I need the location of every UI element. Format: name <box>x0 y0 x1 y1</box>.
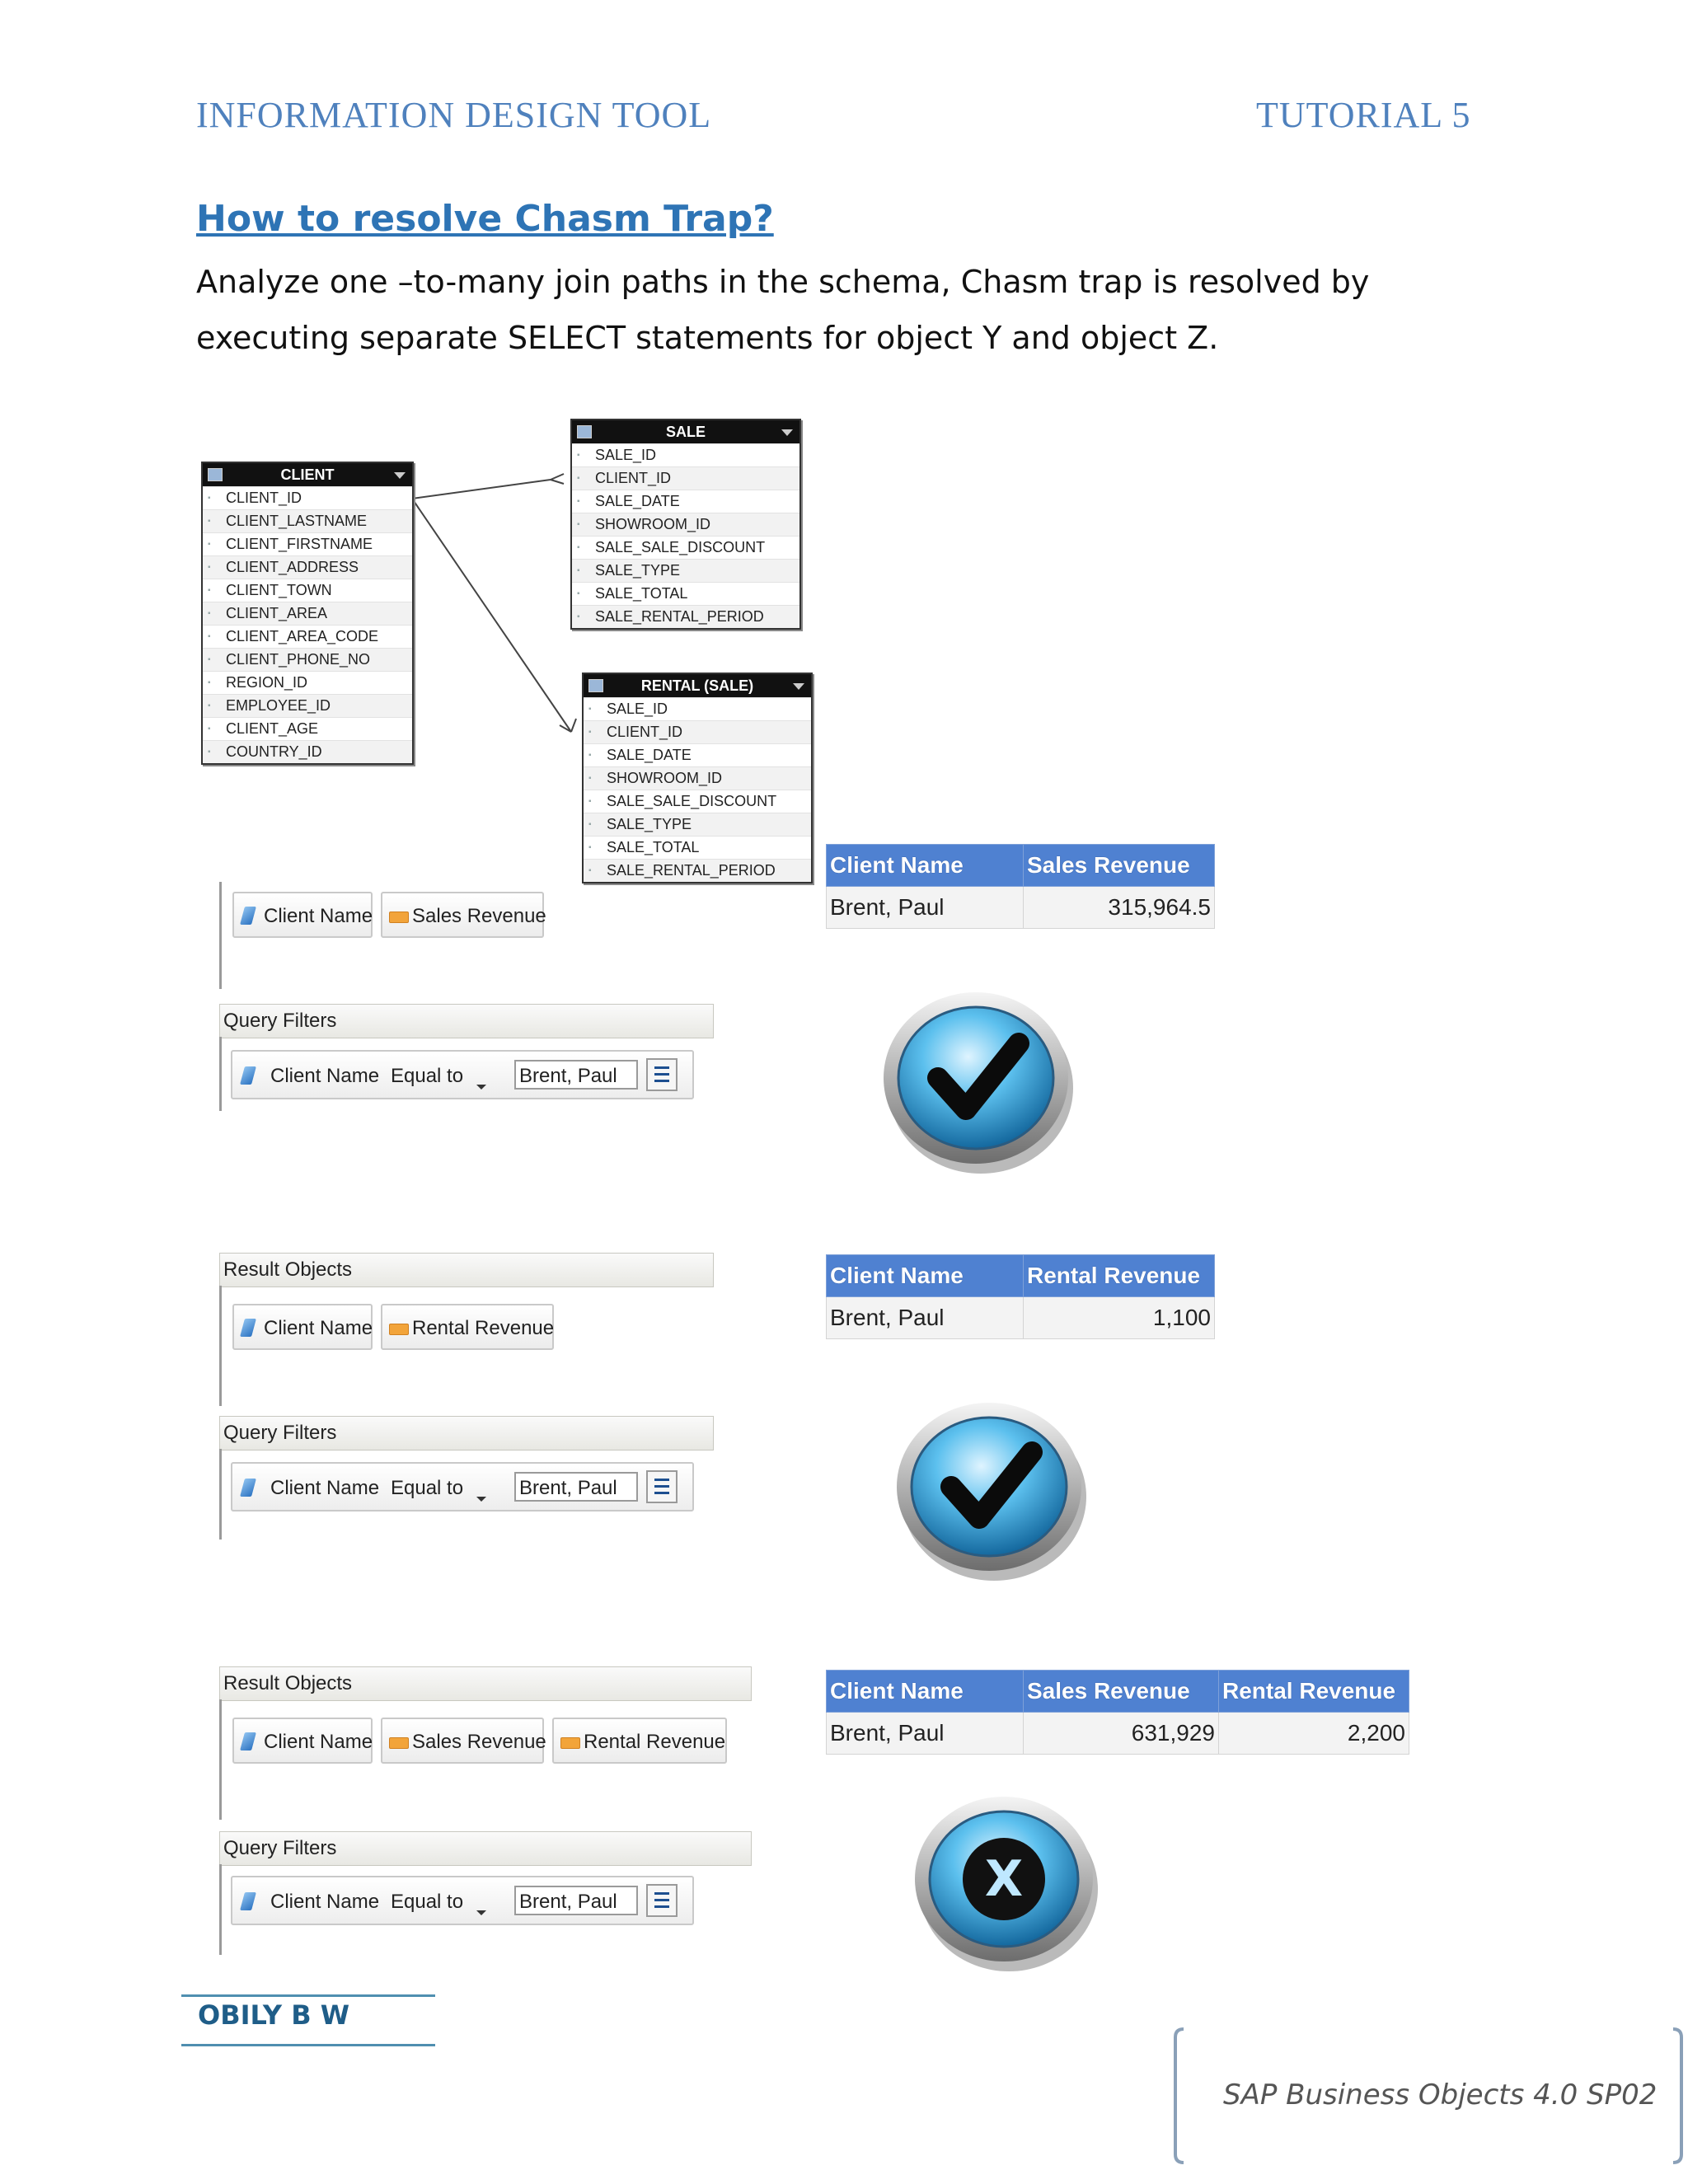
column-type-icon: ▪ <box>208 678 211 687</box>
column-type-icon: ▪ <box>208 724 211 733</box>
column-type-icon: ▪ <box>208 494 211 503</box>
column-name: CLIENT_PHONE_NO <box>226 651 371 668</box>
column-type-icon: ▪ <box>208 540 211 549</box>
table-column-row[interactable] <box>572 490 799 513</box>
panel-border <box>219 1449 222 1540</box>
sale-table-title: SALE <box>665 424 706 440</box>
column-name: SALE_RENTAL_PERIOD <box>595 608 764 625</box>
sale-table-header <box>572 420 799 443</box>
filter-value-input[interactable]: Brent, Paul <box>514 1886 638 1915</box>
table-column-row[interactable] <box>203 555 412 579</box>
header-title: INFORMATION DESIGN TOOL <box>196 95 712 135</box>
header-tutorial: TUTORIAL 5 <box>1256 95 1471 135</box>
table-column-row[interactable] <box>203 579 412 602</box>
join-client-rental <box>412 499 571 732</box>
table-cell: 1,100 <box>1024 1297 1215 1339</box>
column-type-icon: ▪ <box>208 748 211 757</box>
column-type-icon: ▪ <box>588 728 592 737</box>
column-type-icon: ▪ <box>588 705 592 714</box>
table-cell: Brent, Paul <box>827 1713 1024 1755</box>
table-column-row[interactable] <box>203 532 412 555</box>
filter-operator[interactable]: Equal to <box>391 1065 464 1087</box>
filter-value-input[interactable]: Brent, Paul <box>514 1472 638 1502</box>
table-icon <box>208 468 223 481</box>
table-column-row[interactable] <box>572 582 799 605</box>
filter-object: Client Name <box>270 1065 380 1087</box>
column-name: REGION_ID <box>226 674 308 691</box>
table-column-row[interactable] <box>203 740 412 763</box>
table-cell: 631,929 <box>1024 1713 1219 1755</box>
column-type-icon: ▪ <box>208 517 211 526</box>
table-column-row[interactable] <box>572 513 799 536</box>
result-object-rental-revenue[interactable]: Rental Revenue <box>381 1304 554 1350</box>
column-type-icon: ▪ <box>577 543 580 552</box>
column-type-icon: ▪ <box>208 586 211 595</box>
column-header: Client Name <box>827 845 1024 887</box>
table-column-row[interactable] <box>572 466 799 490</box>
client-table-header <box>203 463 412 486</box>
filter-operator[interactable]: Equal to <box>391 1477 464 1499</box>
chevron-down-icon[interactable] <box>476 1910 486 1915</box>
column-type-icon: ▪ <box>208 655 211 664</box>
column-name: COUNTRY_ID <box>226 743 322 760</box>
column-name: CLIENT_AGE <box>226 720 319 737</box>
result-objects-bar: Result Objects <box>219 1253 714 1287</box>
column-name: CLIENT_AREA <box>226 605 328 621</box>
table-column-row[interactable] <box>584 813 811 836</box>
table-column-row[interactable] <box>203 486 412 509</box>
table-column-row[interactable] <box>584 720 811 743</box>
column-name: SALE_DATE <box>595 493 680 509</box>
table-column-row[interactable] <box>584 766 811 790</box>
join-crowfoot-rental <box>560 719 576 732</box>
panel-border <box>219 1864 222 1955</box>
table-column-row[interactable] <box>572 559 799 582</box>
client-table-title: CLIENT <box>280 466 335 483</box>
chevron-down-icon[interactable] <box>781 429 793 436</box>
column-name: SHOWROOM_ID <box>595 516 711 532</box>
panel-border <box>219 882 222 989</box>
result-object-client-name[interactable]: Client Name <box>232 1304 373 1350</box>
table-column-row[interactable] <box>203 648 412 671</box>
list-values-icon[interactable] <box>646 1058 678 1091</box>
column-type-icon: ▪ <box>577 497 580 506</box>
result-object-client-name[interactable]: Client Name <box>232 1718 373 1764</box>
join-lines <box>0 0 1688 907</box>
dimension-icon <box>240 1479 256 1497</box>
table-column-row[interactable] <box>203 625 412 648</box>
column-type-icon: ▪ <box>577 474 580 483</box>
column-type-icon: ▪ <box>208 632 211 641</box>
column-name: CLIENT_ADDRESS <box>226 559 359 575</box>
column-name: CLIENT_ID <box>595 470 672 486</box>
column-header: Sales Revenue <box>1024 845 1215 887</box>
column-type-icon: ▪ <box>588 751 592 760</box>
column-type-icon: ▪ <box>577 589 580 598</box>
column-type-icon: ▪ <box>577 451 580 460</box>
dimension-icon <box>240 907 256 925</box>
column-type-icon: ▪ <box>588 866 592 875</box>
table-column-row[interactable] <box>572 605 799 628</box>
column-name: SALE_SALE_DISCOUNT <box>595 539 766 555</box>
section-heading: How to resolve Chasm Trap? <box>196 198 774 240</box>
column-type-icon: ▪ <box>588 797 592 806</box>
check-icon <box>880 986 1078 1183</box>
measure-icon <box>560 1737 580 1749</box>
panel-border <box>219 1699 222 1820</box>
table-cell: Brent, Paul <box>827 1297 1024 1339</box>
paragraph-line-1: Analyze one –to-many join paths in the schema, Chasm trap is resolved by <box>196 264 1370 300</box>
filter-object: Client Name <box>270 1477 380 1499</box>
table-cell: 2,200 <box>1219 1713 1409 1755</box>
column-type-icon: ▪ <box>588 774 592 783</box>
column-header: Rental Revenue <box>1024 1255 1215 1297</box>
dimension-icon <box>240 1892 256 1910</box>
result-object-rental-revenue[interactable]: Rental Revenue <box>552 1718 727 1764</box>
column-type-icon: ▪ <box>577 612 580 621</box>
result-table-2 <box>826 1254 1215 1339</box>
list-values-icon[interactable] <box>646 1884 678 1917</box>
panel-border <box>219 1037 222 1111</box>
chevron-down-icon[interactable] <box>476 1497 486 1502</box>
column-type-icon: ▪ <box>208 563 211 572</box>
table-column-row[interactable] <box>203 694 412 717</box>
column-name: EMPLOYEE_ID <box>226 697 331 714</box>
chevron-down-icon[interactable] <box>394 472 406 479</box>
column-name: CLIENT_LASTNAME <box>226 513 368 529</box>
column-name: SALE_TOTAL <box>607 839 700 855</box>
table-icon <box>577 425 592 438</box>
column-name: SALE_RENTAL_PERIOD <box>607 862 776 879</box>
paragraph-line-2: executing separate SELECT statements for object Y and object Z. <box>196 320 1219 356</box>
join-client-sale <box>412 480 551 499</box>
check-icon <box>893 1396 1091 1587</box>
table-column-row[interactable] <box>203 717 412 740</box>
chevron-down-icon[interactable] <box>793 683 804 690</box>
column-name: SALE_DATE <box>607 747 692 763</box>
list-values-icon[interactable] <box>646 1470 678 1503</box>
table-column-row[interactable] <box>203 671 412 694</box>
table-cell: Brent, Paul <box>827 887 1024 929</box>
rental-table-header <box>584 674 811 697</box>
column-name: SALE_TOTAL <box>595 585 688 602</box>
column-name: CLIENT_FIRSTNAME <box>226 536 373 552</box>
column-type-icon: ▪ <box>208 609 211 618</box>
column-header: Sales Revenue <box>1024 1671 1219 1713</box>
measure-icon <box>389 1737 409 1749</box>
column-header: Client Name <box>827 1255 1024 1297</box>
column-type-icon: ▪ <box>577 566 580 575</box>
filter-object: Client Name <box>270 1891 380 1913</box>
dimension-icon <box>240 1732 256 1750</box>
footer-author: OBILY B W <box>198 1999 350 2031</box>
column-type-icon: ▪ <box>577 520 580 529</box>
result-objects-bar: Result Objects <box>219 1666 752 1701</box>
result-table-3 <box>826 1670 1409 1755</box>
dimension-icon <box>240 1319 256 1337</box>
measure-icon <box>389 912 409 923</box>
measure-icon <box>389 1324 409 1335</box>
query-filter[interactable] <box>231 1876 694 1925</box>
footer-product: SAP Business Objects 4.0 SP02 <box>1223 2079 1658 2111</box>
column-type-icon: ▪ <box>588 820 592 829</box>
column-name: CLIENT_AREA_CODE <box>226 628 379 644</box>
column-name: SALE_TYPE <box>595 562 681 579</box>
table-column-row[interactable] <box>203 602 412 625</box>
table-column-row[interactable] <box>584 836 811 859</box>
sale-table[interactable] <box>570 419 801 630</box>
query-filter[interactable] <box>231 1050 694 1099</box>
query-filter[interactable] <box>231 1462 694 1511</box>
column-name: CLIENT_ID <box>226 490 302 506</box>
table-column-row[interactable] <box>203 509 412 532</box>
column-name: SALE_ID <box>607 701 668 717</box>
column-type-icon: ▪ <box>208 701 211 710</box>
dimension-icon <box>240 1066 256 1085</box>
column-name: CLIENT_TOWN <box>226 582 332 598</box>
cross-icon <box>910 1787 1104 1978</box>
table-column-row[interactable] <box>584 859 811 882</box>
footer-rule-bottom <box>181 2044 435 2046</box>
table-cell: 315,964.5 <box>1024 887 1215 929</box>
client-table[interactable] <box>201 462 414 765</box>
table-column-row[interactable] <box>572 536 799 559</box>
column-type-icon: ▪ <box>588 843 592 852</box>
result-object-client-name[interactable]: Client Name <box>232 892 373 938</box>
panel-border <box>219 1286 222 1406</box>
column-name: SALE_TYPE <box>607 816 692 832</box>
table-column-row[interactable] <box>584 697 811 720</box>
filter-operator[interactable]: Equal to <box>391 1891 464 1913</box>
query-filters-bar: Query Filters <box>219 1831 752 1866</box>
filter-value-input[interactable]: Brent, Paul <box>514 1060 638 1090</box>
result-object-sales-revenue[interactable]: Sales Revenue <box>381 892 544 938</box>
table-icon <box>588 679 603 692</box>
table-column-row[interactable] <box>584 743 811 766</box>
cross-letter: X <box>984 1850 1024 1908</box>
query-filters-bar: Query Filters <box>219 1416 714 1451</box>
table-column-row[interactable] <box>572 443 799 466</box>
rental-table-title: RENTAL (SALE) <box>640 677 754 694</box>
query-filters-bar: Query Filters <box>219 1004 714 1038</box>
column-header: Rental Revenue <box>1219 1671 1409 1713</box>
column-name: SALE_ID <box>595 447 657 463</box>
rental-table[interactable] <box>582 673 813 883</box>
column-name: SALE_SALE_DISCOUNT <box>607 793 777 809</box>
column-name: CLIENT_ID <box>607 724 683 740</box>
result-object-sales-revenue[interactable]: Sales Revenue <box>381 1718 544 1764</box>
join-crowfoot-sale <box>551 474 564 484</box>
column-header: Client Name <box>827 1671 1024 1713</box>
footer-rule-top <box>181 1994 435 1997</box>
column-name: SHOWROOM_ID <box>607 770 723 786</box>
table-column-row[interactable] <box>584 790 811 813</box>
result-table-1 <box>826 844 1215 929</box>
chevron-down-icon[interactable] <box>476 1085 486 1090</box>
